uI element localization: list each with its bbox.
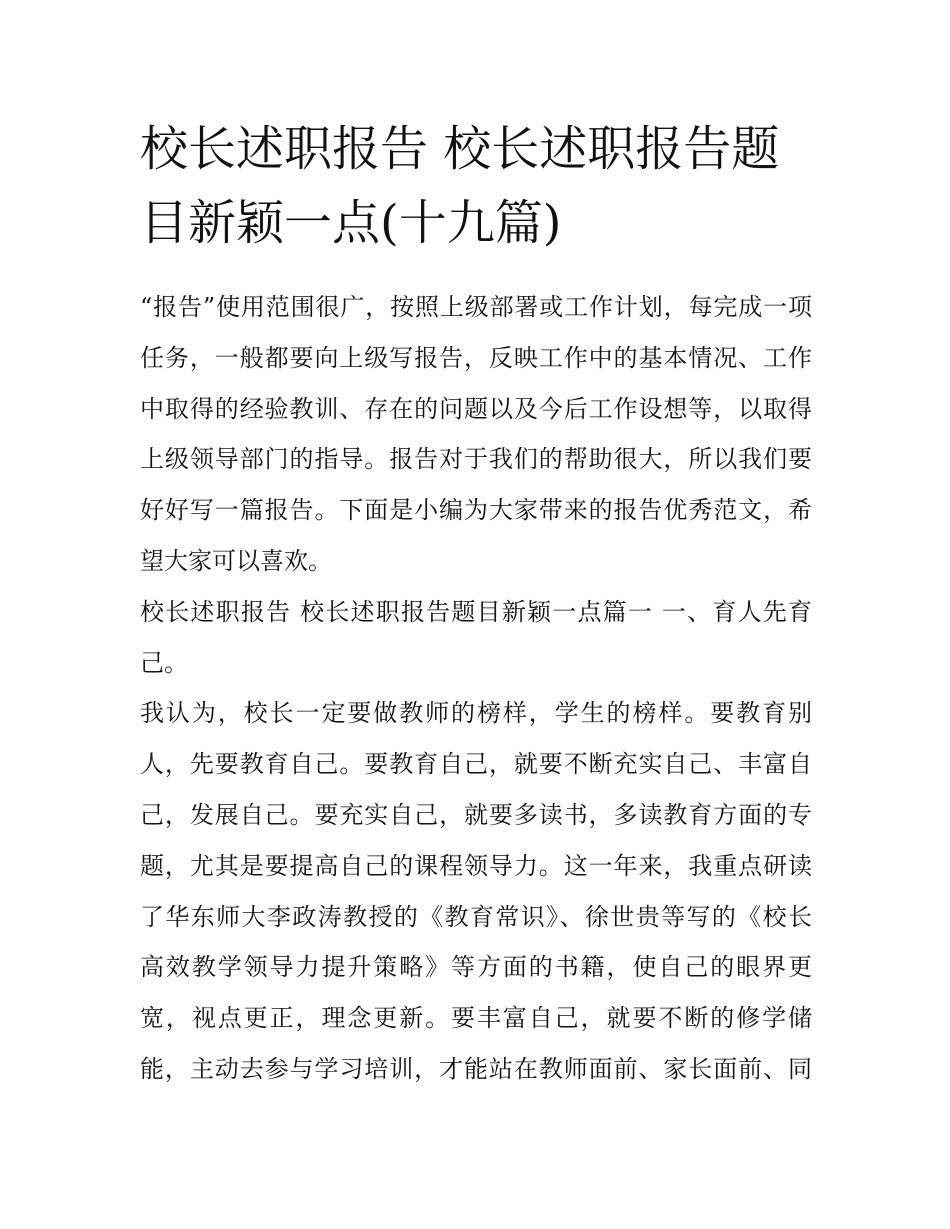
body-text-line: 好好写一篇报告。下面是小编为大家带来的报告优秀范文，希 (140, 496, 812, 525)
body-text-line: 校长述职报告 校长述职报告题目新颖一点篇一 一、育人先育 (140, 597, 812, 626)
body-text-line: 题，尤其是要提高自己的课程领导力。这一年来，我重点研读 (140, 851, 812, 880)
body-text-line: 宽，视点更正，理念更新。要丰富自己，就要不断的修学储 (140, 1004, 812, 1033)
body-text-line: 能，主动去参与学习培训，才能站在教师面前、家长面前、同 (140, 1054, 812, 1083)
document-title: 校长述职报告 校长述职报告题目新颖一点(十九篇) (140, 121, 780, 251)
document-body (140, 282, 812, 1095)
body-text-line: “报告”使用范围很广，按照上级部署或工作计划，每完成一项 (140, 293, 812, 321)
body-text-line: 中取得的经验教训、存在的问题以及今后工作设想等，以取得 (140, 394, 812, 423)
body-text-line: 上级领导部门的指导。报告对于我们的帮助很大，所以我们要 (140, 445, 812, 474)
body-text-line: 高效教学领导力提升策略》等方面的书籍，使自己的眼界更 (140, 953, 812, 982)
body-text-line: 我认为，校长一定要做教师的榜样，学生的榜样。要教育别 (140, 699, 812, 728)
body-text-line: 人，先要教育自己。要教育自己，就要不断充实自己、丰富自 (140, 750, 812, 779)
document-page (140, 112, 812, 1095)
body-text-line: 己，发展自己。要充实自己，就要多读书，多读教育方面的专 (140, 800, 812, 829)
body-text-line: 望大家可以喜欢。 (140, 546, 332, 575)
body-text-line: 己。 (140, 648, 188, 677)
body-text-line: 任务，一般都要向上级写报告，反映工作中的基本情况、工作 (140, 343, 812, 372)
body-text-line: 了华东师大李政涛教授的《教育常识》、徐世贵等写的《校长 (140, 902, 812, 931)
